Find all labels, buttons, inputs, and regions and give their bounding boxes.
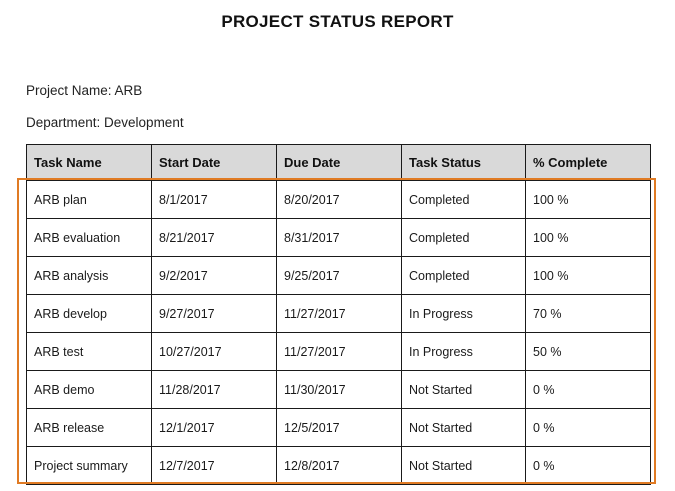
cell-percent-complete[interactable]: 50 % xyxy=(526,333,651,371)
column-header-start-date[interactable]: Start Date xyxy=(152,145,277,181)
cell-task-status[interactable]: Completed xyxy=(402,219,526,257)
cell-task-status[interactable]: Completed xyxy=(402,181,526,219)
cell-task-name[interactable]: ARB develop xyxy=(27,295,152,333)
cell-percent-complete[interactable]: 100 % xyxy=(526,257,651,295)
table-row xyxy=(27,295,651,333)
table-row xyxy=(27,333,651,371)
table-row xyxy=(27,447,651,485)
cell-percent-complete[interactable]: 0 % xyxy=(526,409,651,447)
cell-task-name[interactable]: ARB plan xyxy=(27,181,152,219)
cell-percent-complete[interactable]: 0 % xyxy=(526,371,651,409)
cell-start-date[interactable]: 8/21/2017 xyxy=(152,219,277,257)
table-row xyxy=(27,181,651,219)
cell-task-status[interactable]: In Progress xyxy=(402,295,526,333)
cell-percent-complete[interactable]: 70 % xyxy=(526,295,651,333)
cell-due-date[interactable]: 12/5/2017 xyxy=(277,409,402,447)
cell-task-status[interactable]: Completed xyxy=(402,257,526,295)
cell-task-name[interactable]: Project summary xyxy=(27,447,152,485)
department-label: Department: Development xyxy=(26,115,184,130)
cell-due-date[interactable]: 11/27/2017 xyxy=(277,295,402,333)
cell-percent-complete[interactable]: 100 % xyxy=(526,181,651,219)
cell-percent-complete[interactable]: 100 % xyxy=(526,219,651,257)
cell-task-status[interactable]: Not Started xyxy=(402,447,526,485)
column-header-percent-complete[interactable]: % Complete xyxy=(526,145,651,181)
cell-task-status[interactable]: Not Started xyxy=(402,371,526,409)
cell-start-date[interactable]: 10/27/2017 xyxy=(152,333,277,371)
table-row xyxy=(27,371,651,409)
column-header-due-date[interactable]: Due Date xyxy=(277,145,402,181)
cell-task-name[interactable]: ARB test xyxy=(27,333,152,371)
cell-due-date[interactable]: 11/30/2017 xyxy=(277,371,402,409)
project-name-label: Project Name: ARB xyxy=(26,83,143,98)
cell-due-date[interactable]: 9/25/2017 xyxy=(277,257,402,295)
table-row xyxy=(27,257,651,295)
column-header-task-name[interactable]: Task Name xyxy=(27,145,152,181)
cell-task-status[interactable]: Not Started xyxy=(402,409,526,447)
cell-due-date[interactable]: 12/8/2017 xyxy=(277,447,402,485)
table-header-row xyxy=(27,145,651,181)
cell-due-date[interactable]: 8/31/2017 xyxy=(277,219,402,257)
cell-start-date[interactable]: 9/27/2017 xyxy=(152,295,277,333)
cell-start-date[interactable]: 9/2/2017 xyxy=(152,257,277,295)
cell-task-name[interactable]: ARB evaluation xyxy=(27,219,152,257)
cell-task-status[interactable]: In Progress xyxy=(402,333,526,371)
cell-due-date[interactable]: 8/20/2017 xyxy=(277,181,402,219)
table-row xyxy=(27,409,651,447)
cell-start-date[interactable]: 8/1/2017 xyxy=(152,181,277,219)
report-title: PROJECT STATUS REPORT xyxy=(221,12,454,31)
cell-task-name[interactable]: ARB analysis xyxy=(27,257,152,295)
column-header-task-status[interactable]: Task Status xyxy=(402,145,526,181)
table-row xyxy=(27,219,651,257)
cell-task-name[interactable]: ARB demo xyxy=(27,371,152,409)
cell-task-name[interactable]: ARB release xyxy=(27,409,152,447)
cell-due-date[interactable]: 11/27/2017 xyxy=(277,333,402,371)
cell-start-date[interactable]: 11/28/2017 xyxy=(152,371,277,409)
status-table xyxy=(26,144,651,485)
cell-start-date[interactable]: 12/1/2017 xyxy=(152,409,277,447)
cell-percent-complete[interactable]: 0 % xyxy=(526,447,651,485)
cell-start-date[interactable]: 12/7/2017 xyxy=(152,447,277,485)
